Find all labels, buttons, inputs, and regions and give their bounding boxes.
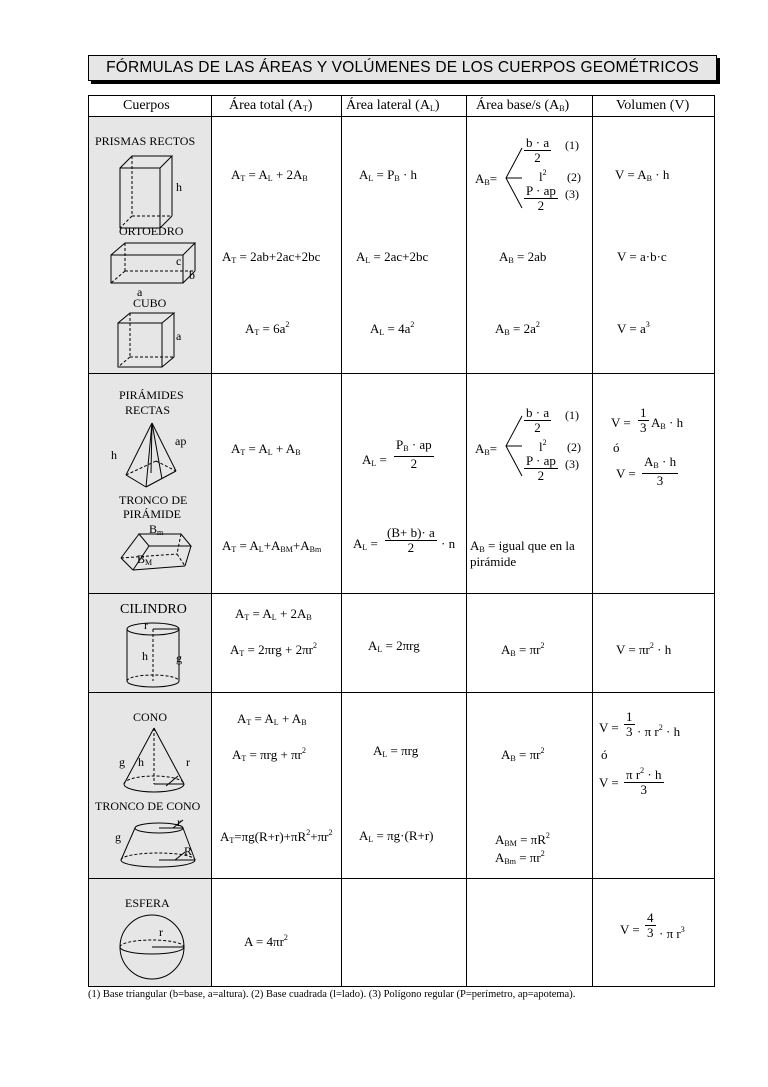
- note-1: (1): [565, 138, 579, 152]
- note-2: (2): [567, 170, 581, 184]
- cono-at-2: $A_T = \pi rg + \pi r^2$: [232, 746, 306, 763]
- cubo-volumen: $V = a^3$: [617, 320, 650, 336]
- tronco-p-area-total: $A_T = A_L+A_{BM}+A_{Bm}$: [222, 538, 322, 554]
- tronco-p-n: · n: [441, 536, 456, 551]
- label-g-cyl: g: [176, 651, 182, 665]
- label-piramide: PIRÁMIDE: [123, 507, 182, 521]
- label-h-cyl: h: [142, 649, 148, 663]
- l2: $l^2$: [539, 168, 547, 184]
- esfera-v-tail: · π $r^3$: [659, 925, 685, 941]
- frustum-pyramid-figure: [119, 526, 199, 574]
- ortoedro-area-lateral: $A_L = 2ac+2bc$: [356, 249, 429, 265]
- frac-ba-2: b · a 2: [526, 405, 550, 435]
- label-g-cone: g: [119, 755, 125, 769]
- tronco-c-abmin: $A_{Bm} = \pi r^2$: [495, 849, 545, 866]
- frac-pap-2: P · ap 2: [526, 183, 556, 213]
- cuboid-figure: [109, 241, 199, 291]
- cone-figure: [122, 726, 192, 801]
- label-r-cyl: r: [144, 618, 148, 632]
- label-c: c: [176, 254, 182, 268]
- label-r-cone: r: [186, 755, 190, 769]
- frac-one-third: 1 3: [640, 405, 647, 435]
- label-piramides: PIRÁMIDES: [119, 388, 184, 402]
- piramide-al-eq: $A_L$ =: [362, 452, 387, 468]
- label-h-cone: h: [138, 755, 144, 769]
- label-tronco-cono: TRONCO DE CONO: [95, 799, 201, 813]
- label-a: a: [137, 285, 143, 299]
- row-divider: [89, 692, 714, 693]
- formula-table: [88, 95, 715, 987]
- label-BM: $B_M$: [137, 552, 153, 567]
- frac-ba-2: b · a 2: [526, 135, 550, 165]
- label-b: b: [189, 268, 195, 282]
- pir-area-base-eq: $A_B=$: [475, 441, 498, 457]
- esfera-area: $A = 4\pi r^2$: [244, 933, 288, 949]
- label-prismas-rectos: PRISMAS RECTOS: [95, 134, 196, 148]
- note-3: (3): [565, 187, 579, 201]
- page-title: FÓRMULAS DE LAS ÁREAS Y VOLÚMENES DE LOS CUERPOS GEOMÉTRICOS: [88, 55, 717, 81]
- cubo-area-base: $A_B = 2a^2$: [495, 320, 540, 337]
- col-divider: [466, 96, 467, 986]
- label-R-tc: R: [184, 844, 193, 858]
- cono-v-frac: π $r^2 \cdot h$ 3: [626, 766, 662, 797]
- footnote: (1) Base triangular (b=base, a=altura). (2) Base cuadrada (l=lado). (3) Polígono regular (P=perímetro, ap=apotema).: [88, 989, 576, 1000]
- header-area-lateral: Área lateral $(A_L)$: [346, 98, 440, 113]
- pyramid-figure: [124, 421, 187, 491]
- tronco-p-ab-1: $A_B$ = igual que en la: [470, 538, 575, 554]
- header-volumen: Volumen (V): [616, 98, 690, 113]
- prisma-area-total: $A_T = A_L + 2A_B$: [231, 167, 308, 183]
- label-cubo: CUBO: [133, 296, 167, 310]
- label-cilindro: CILINDRO: [120, 602, 187, 617]
- prisma-volumen: $V = A_B \cdot h$: [615, 167, 670, 183]
- label-h: h: [176, 180, 182, 194]
- row-divider: [89, 593, 714, 594]
- o-connector: ó: [601, 747, 608, 762]
- tronco-c-abm: $A_{BM} = \pi R^2$: [495, 831, 550, 848]
- header-cuerpos: Cuerpos: [123, 98, 170, 113]
- brace: [504, 146, 524, 210]
- note-2: (2): [567, 440, 581, 454]
- frac-pap-2: P · ap 2: [526, 453, 556, 483]
- label-rectas: RECTAS: [125, 403, 171, 417]
- col-divider: [341, 96, 342, 986]
- cilindro-volumen: $V = \pi r^2 \cdot h$: [616, 641, 672, 657]
- v-eq: V =: [616, 466, 636, 481]
- v-eq: V =: [599, 720, 619, 735]
- row-divider: [89, 373, 714, 374]
- frac-four-thirds: 4 3: [647, 910, 654, 940]
- cilindro-at-2: $A_T = 2\pi rg + 2\pi r^2$: [230, 641, 317, 658]
- col-divider: [592, 96, 593, 986]
- ortoedro-area-total: $A_T = 2ab+2ac+2bc$: [222, 249, 321, 265]
- cilindro-at-1: $A_T = A_L + 2A_B$: [235, 606, 312, 622]
- ortoedro-volumen: V = a·b·c: [617, 249, 667, 264]
- note-3: (3): [565, 457, 579, 471]
- cilindro-al: $A_L = 2\pi rg$: [368, 638, 420, 654]
- row-divider: [89, 116, 714, 117]
- label-esfera: ESFERA: [125, 896, 170, 910]
- piramide-al-frac: $P_B$ · ap 2: [396, 437, 432, 471]
- ortoedro-area-base: $A_B = 2ab$: [499, 249, 547, 265]
- col-divider: [211, 96, 212, 986]
- pir-v-tail: $A_B \cdot h$: [651, 415, 684, 431]
- tronco-c-area-total: $A_T=\pi g(R+r)+\pi R^2+\pi r^2$: [220, 828, 333, 845]
- tronco-p-al-frac: (B+ b)· a 2: [387, 525, 435, 555]
- label-a-cube: a: [176, 329, 182, 343]
- label-ortoedro: ORTOEDRO: [119, 224, 184, 238]
- prisma-area-base-eq: $A_B=$: [475, 171, 498, 187]
- sphere-figure: [119, 914, 189, 984]
- label-cono: CONO: [133, 710, 168, 724]
- o-connector: ó: [613, 440, 620, 455]
- cono-al: $A_L = \pi rg$: [373, 743, 419, 759]
- tronco-p-al-eq: $A_L$ =: [353, 536, 378, 552]
- l2: $l^2$: [539, 438, 547, 454]
- cubo-area-lateral: $A_L = 4a^2$: [370, 320, 415, 337]
- prisma-area-lateral: $A_L = P_B \cdot h$: [359, 167, 418, 183]
- note-1: (1): [565, 408, 579, 422]
- cilindro-ab: $A_B = \pi r^2$: [501, 641, 545, 658]
- v-eq: V =: [611, 415, 631, 430]
- cubo-area-total: $A_T = 6a^2$: [245, 320, 290, 337]
- v-eq: V =: [599, 775, 619, 790]
- frac-one-third: 1 3: [626, 709, 633, 739]
- cono-v1-tail: · π $r^2 \cdot h$: [637, 723, 681, 739]
- brace: [504, 414, 524, 478]
- label-Bm: $B_m$: [149, 522, 164, 537]
- header-area-base: Área base/s $(A_B)$: [476, 98, 570, 113]
- v-eq: V =: [620, 922, 640, 937]
- pir-v-frac: $A_B \cdot h$ 3: [644, 454, 677, 488]
- cono-ab: $A_B = \pi r^2$: [501, 746, 545, 763]
- row-divider: [89, 878, 714, 879]
- label-tronco-de: TRONCO DE: [119, 493, 188, 507]
- label-r-tc: r: [177, 815, 181, 829]
- label-ap: ap: [175, 434, 187, 448]
- tronco-p-ab-2: pirámide: [470, 554, 517, 569]
- header-area-total: Área total $(A_T)$: [229, 98, 313, 113]
- piramide-area-total: $A_T = A_L + A_B$: [231, 441, 301, 457]
- label-h-pyr: h: [111, 448, 117, 462]
- label-r-sphere: r: [159, 925, 163, 939]
- cono-at-1: $A_T = A_L + A_B$: [237, 711, 307, 727]
- tronco-c-al: $A_L = \pi g\cdot(R+r)$: [359, 828, 434, 844]
- label-g-tc: g: [115, 830, 121, 844]
